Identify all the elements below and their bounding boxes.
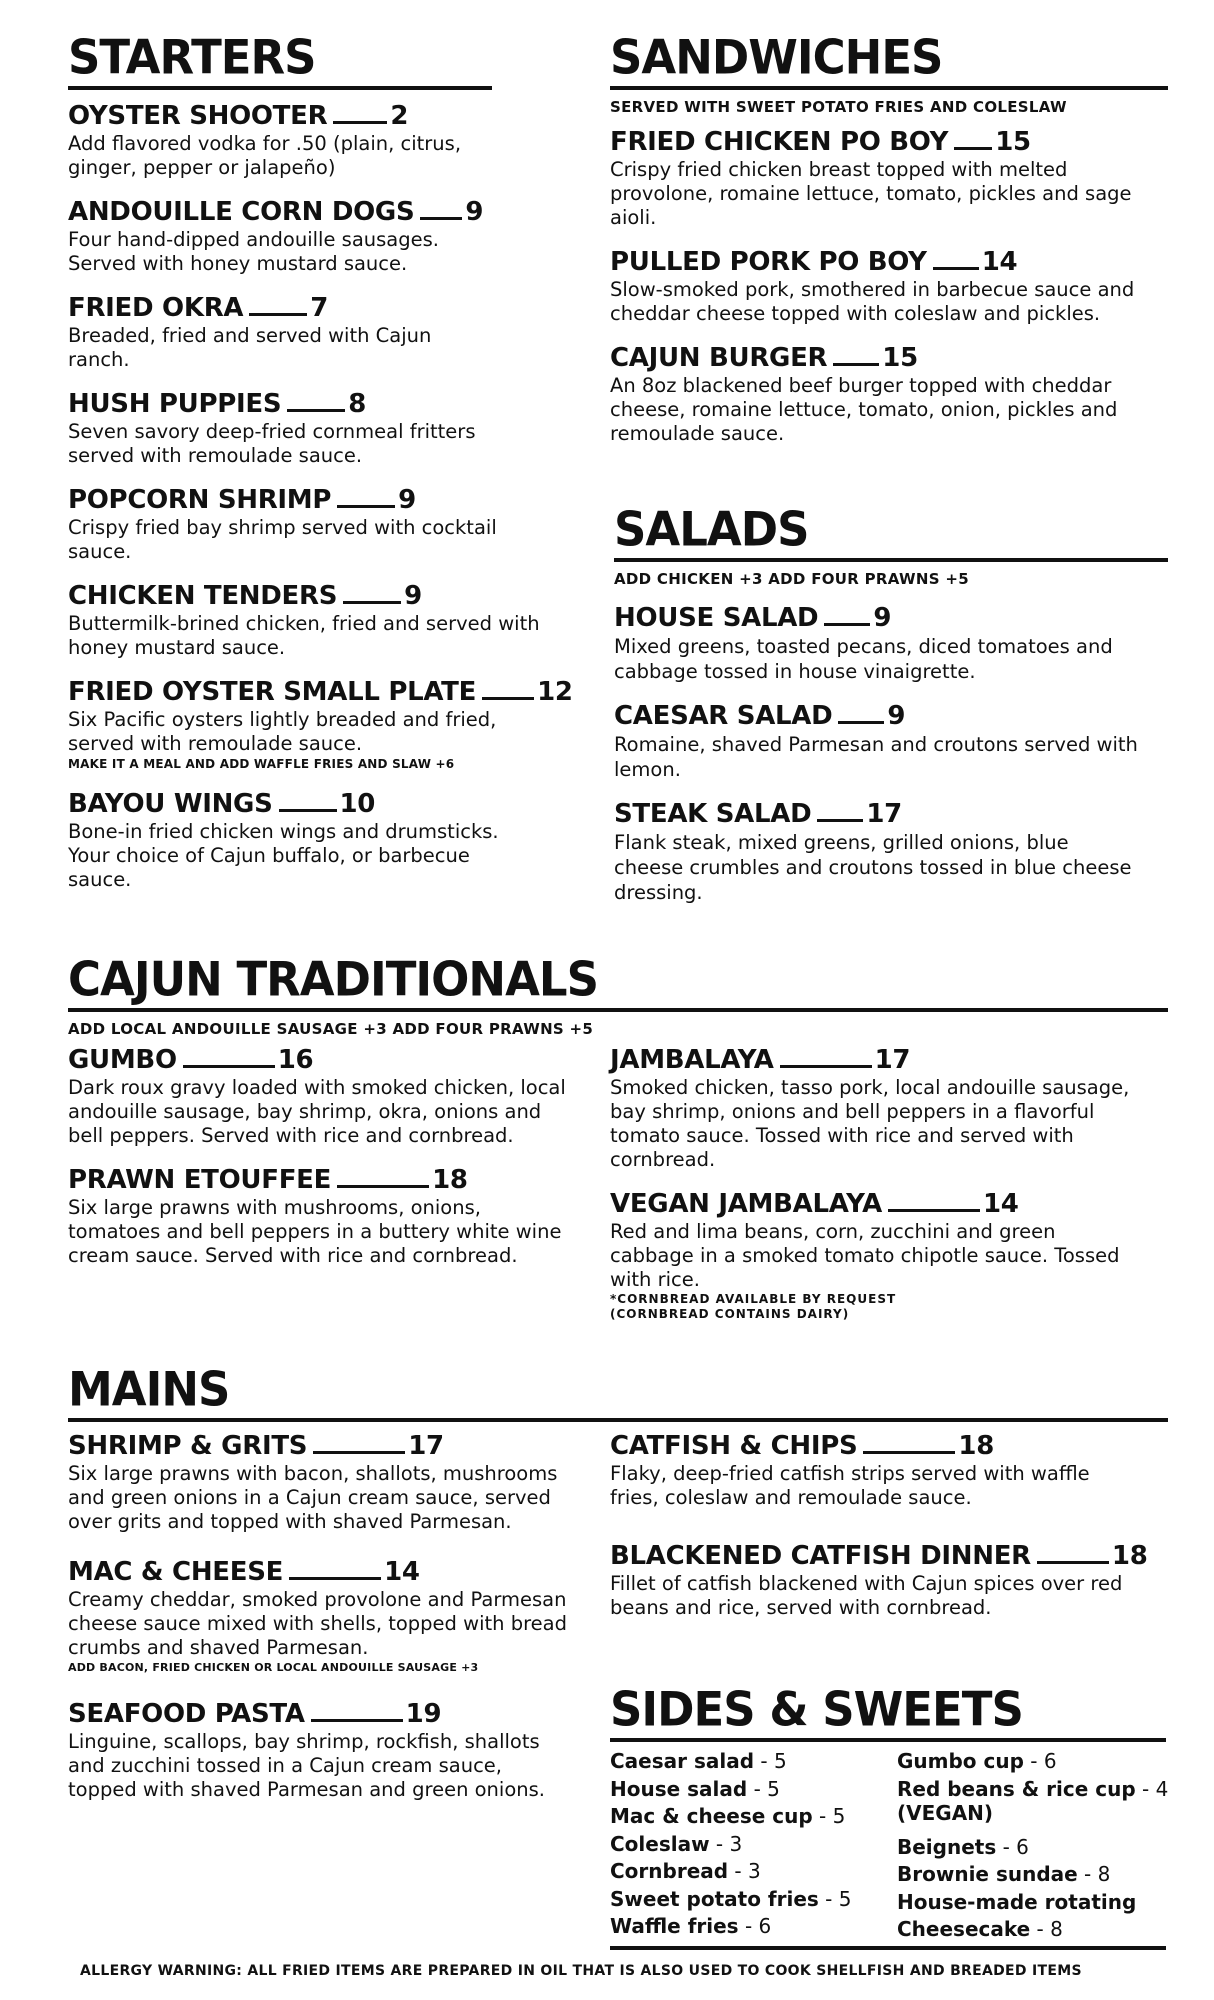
menu-item	[614, 798, 1174, 905]
item-title	[68, 1430, 588, 1462]
item-name: FRIED OKRA	[68, 293, 244, 323]
item-description: Fillet of catfish blackened with Cajun spices over red beans and rice, served with cornbread.	[610, 1572, 1123, 1619]
item-description: Crispy fried bay shrimp served with cocktail sauce.	[68, 516, 497, 563]
item-title	[68, 484, 568, 516]
item-name: GUMBO	[68, 1045, 177, 1075]
menu-item	[68, 292, 568, 372]
item-title	[68, 292, 568, 324]
item-price: 7	[310, 293, 329, 323]
leader-line	[833, 363, 879, 366]
item-name: CAESAR SALAD	[614, 701, 833, 731]
sandwiches-section	[610, 29, 1170, 446]
leader-line	[333, 121, 387, 124]
item-name: BLACKENED CATFISH DINNER	[610, 1541, 1031, 1571]
leader-line	[888, 1209, 980, 1212]
item-title	[610, 1540, 1170, 1572]
side-item: Mac & cheese cup - 5	[610, 1804, 846, 1828]
item-description: Flank steak, mixed greens, grilled onions, blue cheese crumbles and croutons tossed in blue cheese dressing.	[614, 831, 1132, 904]
leader-line	[780, 1065, 872, 1068]
side-item: Coleslaw - 3	[610, 1831, 743, 1856]
item-title	[614, 602, 1174, 634]
menu-item	[68, 100, 568, 180]
menu-item	[68, 1044, 588, 1148]
item-name: STEAK SALAD	[614, 799, 812, 829]
item-description: Breaded, fried and served with Cajun ranch.	[68, 324, 432, 371]
item-title	[68, 1698, 588, 1730]
leader-line	[287, 409, 345, 412]
sides-bottom-rule	[610, 1946, 1166, 1950]
sides-column-2	[897, 1748, 1187, 1944]
menu-item	[68, 788, 568, 892]
sides-column-1	[610, 1748, 890, 1941]
cajun-left-column	[68, 1044, 588, 1268]
item-description: Four hand-dipped andouille sausages. Served with honey mustard sauce.	[68, 228, 439, 275]
item-price: 16	[277, 1045, 314, 1075]
leader-line	[343, 601, 401, 604]
item-description: Romaine, shaved Parmesan and croutons served with lemon.	[614, 733, 1138, 781]
menu-item	[610, 1430, 1170, 1510]
item-name: CAJUN BURGER	[610, 343, 828, 373]
item-name: SEAFOOD PASTA	[68, 1699, 305, 1729]
side-item: Beignets - 6	[897, 1834, 1029, 1859]
item-description: Six large prawns with mushrooms, onions, tomatoes and bell peppers in a buttery white wine cream sauce. Served with rice and cornbread.	[68, 1196, 562, 1267]
leader-line	[838, 721, 884, 724]
leader-line	[279, 809, 337, 812]
leader-line	[311, 1719, 403, 1722]
cajun-heading: CAJUN TRADITIONALS	[68, 951, 598, 1008]
menu-item	[610, 1540, 1170, 1620]
item-description: Slow-smoked pork, smothered in barbecue sauce and cheddar cheese topped with coleslaw and pickles.	[610, 278, 1135, 325]
item-price: 17	[408, 1431, 444, 1461]
item-price: 8	[348, 389, 367, 419]
item-description: Smoked chicken, tasso pork, local andouille sausage, bay shrimp, onions and bell peppers in a flavorful tomato sauce. Tossed with rice and served with cornbread.	[610, 1076, 1130, 1171]
item-price: 9	[887, 701, 906, 731]
item-description: Flaky, deep-fried catfish strips served with waffle fries, coleslaw and remoulade sauce.	[610, 1462, 1090, 1509]
leader-line	[337, 505, 395, 508]
item-description: Buttermilk-brined chicken, fried and served with honey mustard sauce.	[68, 612, 540, 659]
item-name: VEGAN JAMBALAYA	[610, 1189, 882, 1219]
mains-heading: MAINS	[68, 1361, 230, 1418]
item-description: An 8oz blackened beef burger topped with cheddar cheese, romaine lettuce, tomato, onion, pickles and remoulade sauce.	[610, 374, 1118, 445]
menu-item	[68, 1430, 588, 1534]
item-description: Add flavored vodka for .50 (plain, citrus, ginger, pepper or jalapeño)	[68, 132, 462, 179]
menu-item	[610, 1044, 1170, 1172]
menu-item	[68, 1556, 588, 1676]
item-price: 2	[390, 101, 409, 131]
item-title	[614, 700, 1174, 732]
salads-subnote: ADD CHICKEN +3 ADD FOUR PRAWNS +5	[614, 570, 969, 588]
item-description: Crispy fried chicken breast topped with melted provolone, romaine lettuce, tomato, pickles and sage aioli.	[610, 158, 1132, 229]
item-title	[68, 1556, 588, 1588]
item-name: PRAWN ETOUFFEE	[68, 1165, 332, 1195]
item-title	[68, 676, 573, 708]
item-price: 17	[874, 1045, 911, 1075]
mains-right-column	[610, 1430, 1170, 1620]
menu-item	[610, 1188, 1170, 1322]
menu-item	[68, 1164, 588, 1268]
starters-heading-rule	[68, 29, 492, 90]
item-name: POPCORN SHRIMP	[68, 485, 332, 515]
item-description: Creamy cheddar, smoked provolone and Parmesan cheese sauce mixed with shells, topped with bread crumbs and shaved Parmesan.	[68, 1588, 567, 1659]
allergy-warning: ALLERGY WARNING: ALL FRIED ITEMS ARE PREPARED IN OIL THAT IS ALSO USED TO COOK SHELLFISH AND BREADED ITEMS	[80, 1963, 1082, 1979]
item-name: SHRIMP & GRITS	[68, 1431, 308, 1461]
menu-item	[614, 602, 1174, 684]
menu-item	[68, 1698, 588, 1802]
leader-line	[420, 217, 462, 220]
side-item: Red beans & rice cup - 4	[897, 1776, 1169, 1801]
item-description: Red and lima beans, corn, zucchini and green cabbage in a smoked tomato chipotle sauce. Tossed with rice.	[610, 1220, 1120, 1291]
item-name: FRIED CHICKEN PO BOY	[610, 127, 949, 157]
item-description: Seven savory deep-fried cornmeal fritters served with remoulade sauce.	[68, 420, 476, 467]
leader-line	[1037, 1561, 1109, 1564]
side-item: House-made rotating	[897, 1889, 1137, 1914]
item-note: MAKE IT A MEAL AND ADD WAFFLE FRIES AND SLAW +6	[68, 757, 455, 771]
item-price: 19	[405, 1699, 442, 1729]
item-name: CHICKEN TENDERS	[68, 581, 338, 611]
item-title	[68, 196, 568, 228]
menu-item	[68, 580, 568, 660]
item-price: 9	[404, 581, 422, 611]
menu-item	[610, 126, 1170, 230]
item-price: 15	[882, 343, 918, 373]
item-title	[68, 1044, 588, 1076]
leader-line	[954, 147, 992, 150]
item-price: 14	[982, 1189, 1019, 1219]
leader-line	[824, 623, 870, 626]
item-description: Dark roux gravy loaded with smoked chicken, local andouille sausage, bay shrimp, okra, onions and bell peppers. Served with rice and cornbread.	[68, 1076, 566, 1147]
starters-section	[68, 29, 573, 892]
side-item: Waffle fries - 6	[610, 1914, 772, 1938]
leader-line	[289, 1577, 381, 1580]
item-title	[610, 126, 1170, 158]
leader-line	[337, 1185, 429, 1188]
vegan-tag: (VEGAN)	[897, 1801, 994, 1825]
item-description: Mixed greens, toasted pecans, diced tomatoes and cabbage tossed in house vinaigrette.	[614, 635, 1113, 683]
mains-section	[68, 1361, 1178, 1422]
menu-item	[68, 388, 568, 468]
sandwiches-heading-rule	[610, 29, 1168, 90]
item-description: Linguine, scallops, bay shrimp, rockfish, shallots and zucchini tossed in a Cajun cream sauce, topped with shaved Parmesan and green onions.	[68, 1730, 545, 1801]
item-title	[68, 580, 568, 612]
item-note: *CORNBREAD AVAILABLE BY REQUEST	[610, 1292, 897, 1306]
leader-line	[183, 1065, 275, 1068]
item-price: 17	[866, 799, 902, 829]
mains-left-column	[68, 1430, 588, 1802]
item-price: 9	[465, 197, 484, 227]
item-price: 18	[958, 1431, 995, 1461]
salads-heading-rule	[614, 501, 1168, 562]
item-name: FRIED OYSTER SMALL PLATE	[68, 677, 477, 707]
menu-item	[614, 700, 1174, 782]
side-item: Caesar salad - 5	[610, 1749, 787, 1773]
item-name: MAC & CHEESE	[68, 1557, 284, 1587]
salads-heading: SALADS	[614, 501, 809, 558]
cajun-heading-rule	[68, 951, 1168, 1012]
item-description: Bone-in fried chicken wings and drumsticks. Your choice of Cajun buffalo, or barbecue sauce.	[68, 820, 499, 891]
item-price: 9	[398, 485, 416, 515]
cajun-traditionals-section	[68, 951, 1178, 1038]
side-item: Sweet potato fries - 5	[610, 1886, 852, 1911]
menu-item	[68, 484, 568, 564]
cajun-subnote: ADD LOCAL ANDOUILLE SAUSAGE +3 ADD FOUR PRAWNS +5	[68, 1020, 594, 1038]
side-item: Brownie sundae - 8	[897, 1862, 1111, 1886]
item-note: ADD BACON, FRIED CHICKEN OR LOCAL ANDOUILLE SAUSAGE +3	[68, 1661, 479, 1674]
item-price: 14	[981, 247, 1018, 277]
item-description: Six Pacific oysters lightly breaded and fried, served with remoulade sauce.	[68, 708, 497, 755]
item-name: ANDOUILLE CORN DOGS	[68, 197, 415, 227]
item-title	[68, 388, 568, 420]
item-name: JAMBALAYA	[610, 1045, 774, 1075]
item-title	[610, 342, 1170, 374]
sandwiches-subnote: SERVED WITH SWEET POTATO FRIES AND COLESLAW	[610, 98, 1067, 116]
item-price: 18	[1111, 1541, 1148, 1571]
leader-line	[313, 1451, 405, 1454]
starters-heading: STARTERS	[68, 29, 316, 86]
item-price: 15	[995, 127, 1031, 157]
item-price: 10	[339, 789, 376, 819]
sandwiches-heading: SANDWICHES	[610, 29, 943, 86]
item-price: 14	[384, 1557, 420, 1587]
leader-line	[817, 819, 863, 822]
item-price: 18	[432, 1165, 468, 1195]
cajun-right-column	[610, 1044, 1170, 1322]
leader-line	[863, 1451, 955, 1454]
side-item: Gumbo cup - 6	[897, 1749, 1057, 1773]
item-name: BAYOU WINGS	[68, 789, 273, 819]
side-item: Cheesecake - 8	[897, 1917, 1063, 1941]
menu-item	[68, 676, 573, 772]
side-item: House salad - 5	[610, 1776, 780, 1801]
item-price: 9	[873, 603, 892, 633]
sides-section	[610, 1681, 1176, 1742]
item-name: HUSH PUPPIES	[68, 389, 282, 419]
side-item: Cornbread - 3	[610, 1859, 761, 1883]
salads-section	[614, 501, 1174, 905]
item-description: Six large prawns with bacon, shallots, mushrooms and green onions in a Cajun cream sauce, served over grits and topped with shaved Parmesan.	[68, 1462, 558, 1533]
item-title	[614, 798, 1174, 830]
item-title	[610, 1044, 1170, 1076]
item-title	[68, 100, 568, 132]
mains-heading-rule	[68, 1361, 1168, 1422]
menu-item	[610, 342, 1170, 446]
item-title	[68, 1164, 588, 1196]
item-name: OYSTER SHOOTER	[68, 101, 328, 131]
item-title	[610, 1430, 1170, 1462]
item-title	[610, 246, 1170, 278]
item-title	[610, 1188, 1170, 1220]
leader-line	[249, 313, 307, 316]
menu-item	[610, 246, 1170, 326]
item-price: 12	[537, 677, 573, 707]
item-name: CATFISH & CHIPS	[610, 1431, 858, 1461]
sides-heading: SIDES & SWEETS	[610, 1681, 1023, 1738]
menu-item	[68, 196, 568, 276]
sides-heading-rule	[610, 1681, 1166, 1742]
leader-line	[933, 267, 979, 270]
item-note: (CORNBREAD CONTAINS DAIRY)	[610, 1307, 850, 1321]
item-name: HOUSE SALAD	[614, 603, 819, 633]
item-title	[68, 788, 568, 820]
item-name: PULLED PORK PO BOY	[610, 247, 927, 277]
leader-line	[482, 697, 534, 700]
